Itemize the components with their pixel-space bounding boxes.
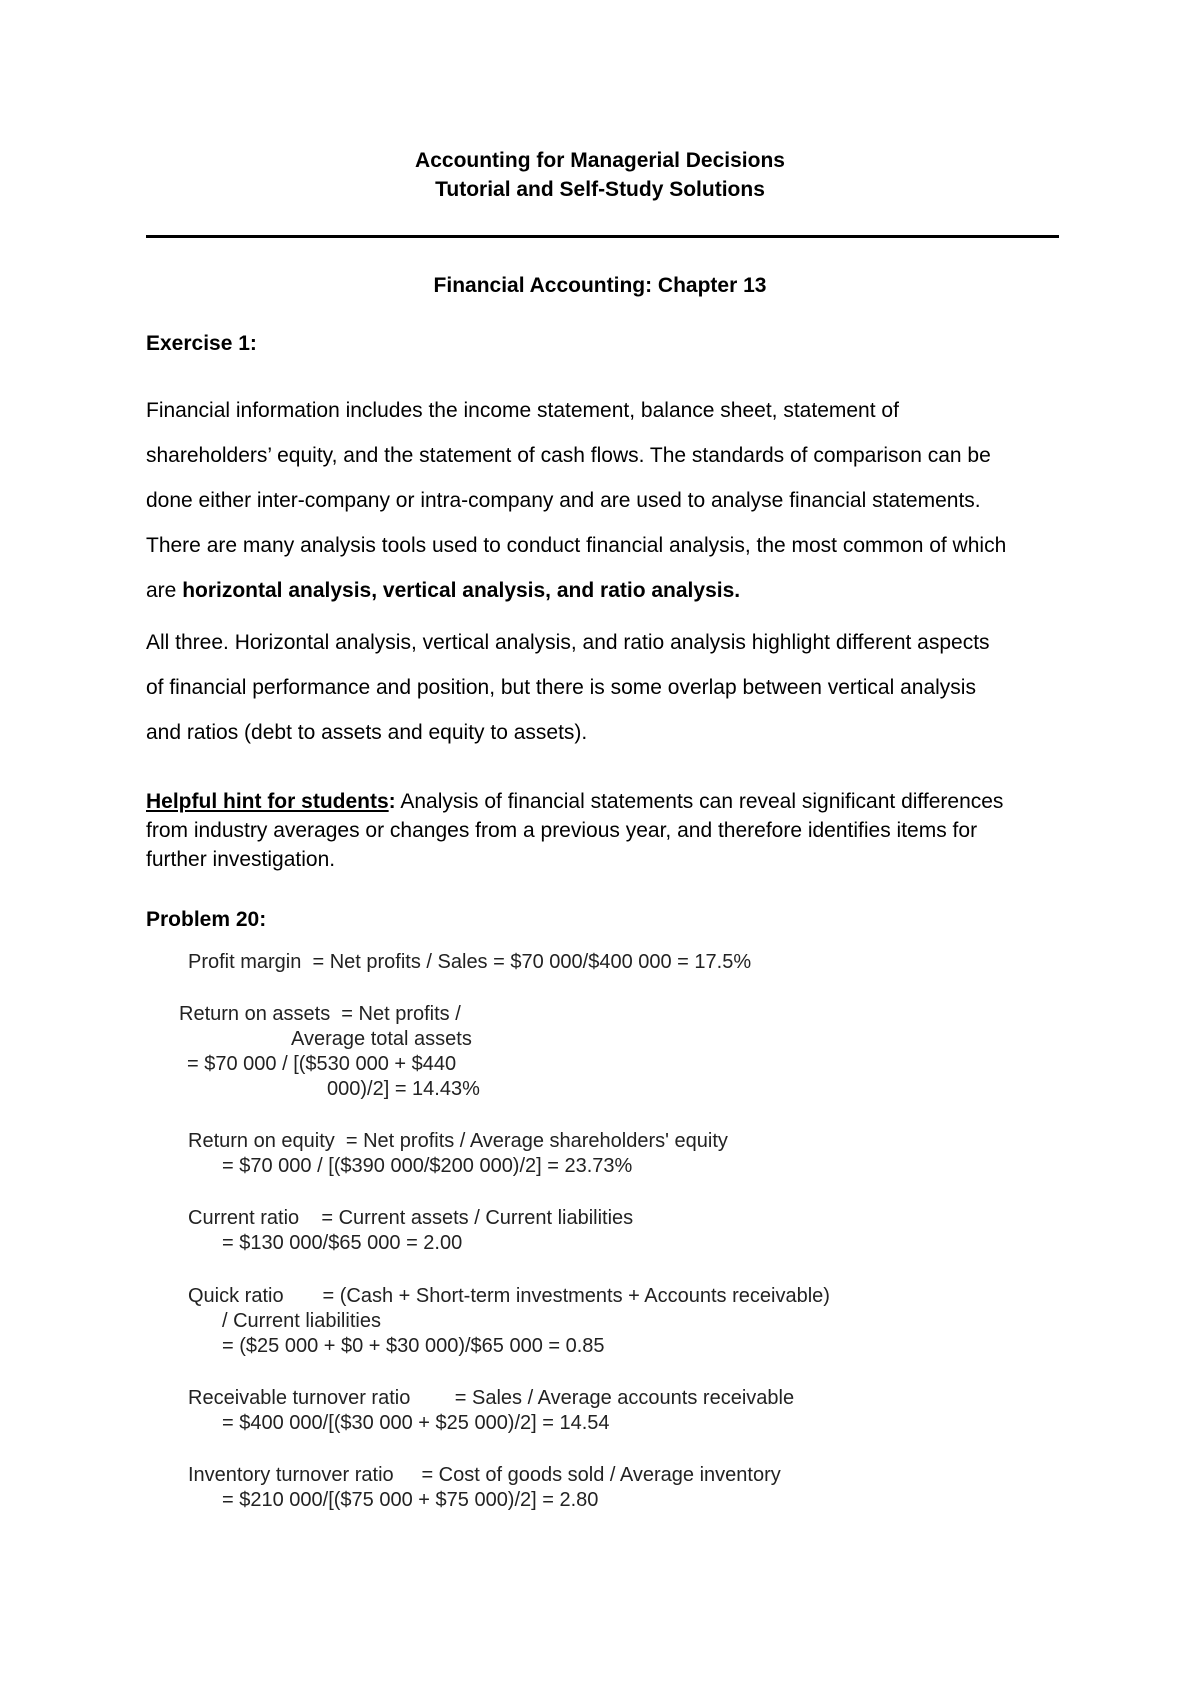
current-ratio-line-1: Current ratio = Current assets / Current liabilities [188, 1207, 634, 1229]
receivable-turnover-line-1: Receivable turnover ratio = Sales / Average accounts receivable [188, 1387, 795, 1409]
exercise-1-heading: Exercise 1: [146, 332, 257, 355]
document-subtitle: Tutorial and Self-Study Solutions [435, 178, 765, 201]
paragraph-line [146, 568, 1066, 613]
quick-ratio-line-1: Quick ratio = (Cash + Short-term investments + Accounts receivable) [188, 1285, 830, 1307]
hint-line: further investigation. [146, 848, 336, 871]
hint-colon: : [388, 790, 396, 813]
exercise-1-paragraph-2 [146, 620, 1066, 755]
line-prefix: are [146, 579, 183, 602]
current-ratio-line-2: = $130 000/$65 000 = 2.00 [222, 1232, 463, 1254]
header-divider [146, 235, 1059, 238]
return-on-equity-line-1: Return on equity = Net profits / Average shareholders' equity [188, 1130, 728, 1152]
return-on-assets-line-1: Return on assets = Net profits / [179, 1003, 461, 1025]
document-title: Accounting for Managerial Decisions [415, 149, 785, 172]
quick-ratio-line-2: / Current liabilities [222, 1310, 381, 1332]
hint-line: from industry averages or changes from a previous year, and therefore identifies items for [146, 819, 978, 842]
analysis-types-bold: horizontal analysis, vertical analysis, and ratio analysis. [182, 579, 741, 602]
return-on-equity-line-2: = $70 000 / [($390 000/$200 000)/2] = 23.73% [222, 1155, 633, 1177]
problem-20-heading: Problem 20: [146, 908, 267, 931]
paragraph-line: Financial information includes the income statement, balance sheet, statement of [146, 399, 899, 422]
hint-line [146, 787, 1066, 816]
hint-text: Analysis of financial statements can reveal significant differences [395, 790, 1004, 813]
paragraph-line: and ratios (debt to assets and equity to assets). [146, 721, 588, 744]
receivable-turnover-line-2: = $400 000/[($30 000 + $25 000)/2] = 14.54 [222, 1412, 610, 1434]
return-on-assets-line-3: = $70 000 / [($530 000 + $440 [187, 1053, 457, 1075]
quick-ratio-line-3: = ($25 000 + $0 + $30 000)/$65 000 = 0.85 [222, 1335, 605, 1357]
return-on-assets-line-4: 000)/2] = 14.43% [327, 1078, 480, 1100]
hint-label: Helpful hint for students [146, 790, 389, 813]
exercise-1-paragraph-1 [146, 388, 1066, 613]
inventory-turnover-line-1: Inventory turnover ratio = Cost of goods sold / Average inventory [188, 1464, 781, 1486]
return-on-assets-line-2: Average total assets [291, 1028, 472, 1050]
paragraph-line: All three. Horizontal analysis, vertical analysis, and ratio analysis highlight different aspects [146, 631, 990, 654]
helpful-hint [146, 787, 1066, 874]
profit-margin-calc: Profit margin = Net profits / Sales = $70 000/$400 000 = 17.5% [188, 951, 752, 973]
paragraph-line: done either inter-company or intra-company and are used to analyse financial statements. [146, 489, 981, 512]
inventory-turnover-line-2: = $210 000/[($75 000 + $75 000)/2] = 2.80 [222, 1489, 599, 1511]
paragraph-line: shareholders’ equity, and the statement of cash flows. The standards of comparison can be [146, 444, 991, 467]
paragraph-line: There are many analysis tools used to conduct financial analysis, the most common of which [146, 534, 1007, 557]
chapter-heading: Financial Accounting: Chapter 13 [433, 274, 767, 297]
paragraph-line: of financial performance and position, but there is some overlap between vertical analysis [146, 676, 976, 699]
